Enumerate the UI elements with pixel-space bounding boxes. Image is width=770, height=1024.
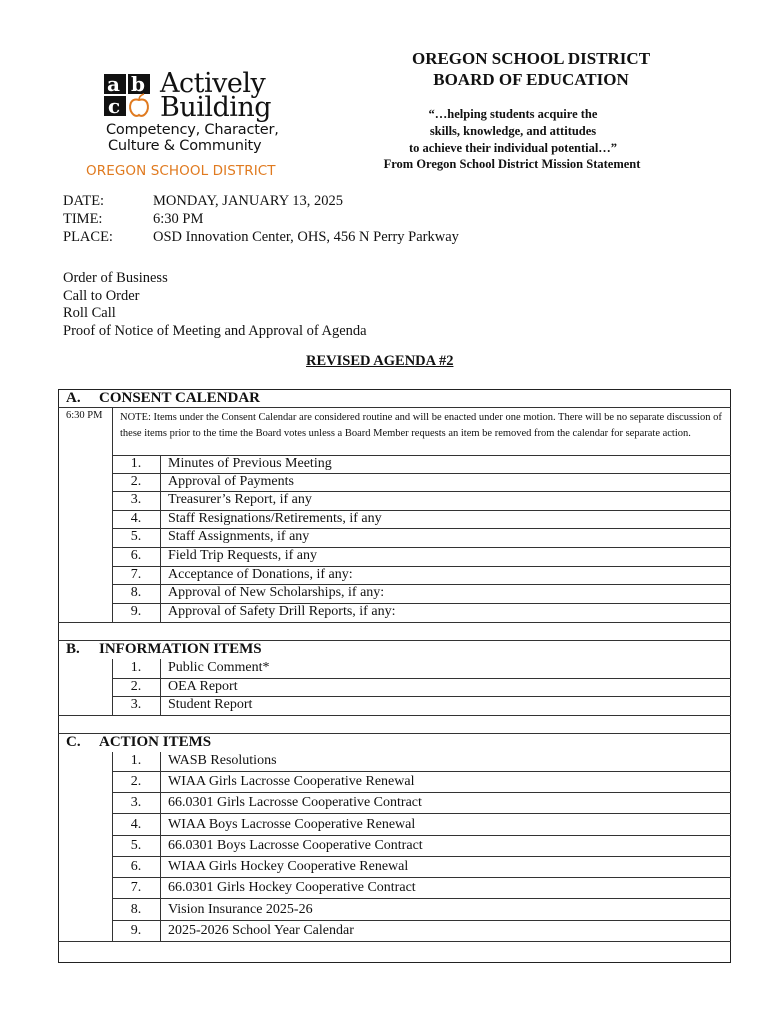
logo-wordmark-building: Building: [160, 92, 272, 123]
roll-call: Roll Call: [63, 305, 116, 321]
agenda-item: WASB Resolutions: [168, 753, 277, 768]
table-rule: [112, 771, 731, 772]
table-rule: [58, 622, 731, 623]
agenda-item: Acceptance of Donations, if any:: [168, 567, 353, 582]
mission-quote-line3: to achieve their individual potential…”: [408, 141, 618, 155]
agenda-item: Student Report: [168, 697, 253, 712]
logo-tagline-line1: Competency, Character,: [106, 122, 279, 138]
section-a-heading: [66, 390, 260, 407]
date-value: MONDAY, JANUARY 13, 2025: [153, 193, 344, 209]
mission-quote-line1: “…helping students acquire the: [428, 107, 598, 121]
section-c-title: ACTION ITEMS: [99, 734, 212, 750]
item-number: 1.: [130, 660, 142, 675]
svg-text:b: b: [131, 74, 145, 96]
item-number: 5.: [130, 838, 142, 853]
agenda-item: OEA Report: [168, 679, 238, 694]
item-number: 3.: [130, 795, 142, 810]
item-number: 6.: [130, 859, 142, 874]
agenda-item: 66.0301 Girls Hockey Cooperative Contract: [168, 880, 416, 895]
time-value: 6:30 PM: [153, 211, 204, 227]
table-rule: [112, 813, 731, 814]
agenda-item: Vision Insurance 2025-26: [168, 902, 313, 917]
agenda-item: Minutes of Previous Meeting: [168, 456, 332, 471]
mission-quote-line2: skills, knowledge, and attitudes: [429, 124, 597, 138]
item-number: 7.: [130, 567, 142, 582]
agenda-item: WIAA Girls Lacrosse Cooperative Renewal: [168, 774, 415, 789]
item-number: 2.: [130, 474, 142, 489]
agenda-item: WIAA Girls Hockey Cooperative Renewal: [168, 859, 409, 874]
order-of-business: Order of Business: [63, 270, 168, 286]
item-number: 9.: [130, 604, 142, 619]
place-label: PLACE:: [63, 229, 113, 245]
agenda-item: 66.0301 Girls Lacrosse Cooperative Contract: [168, 795, 422, 810]
call-to-order: Call to Order: [63, 288, 140, 304]
item-number: 2.: [130, 774, 142, 789]
section-a-title: CONSENT CALENDAR: [99, 390, 261, 406]
table-rule: [112, 920, 731, 921]
section-c-letter: C.: [66, 734, 81, 750]
agenda-title: REVISED AGENDA #2: [306, 353, 454, 369]
table-rule: [160, 455, 161, 622]
table-rule: [112, 856, 731, 857]
table-rule: [112, 898, 731, 899]
item-number: 1.: [130, 753, 142, 768]
agenda-item: Field Trip Requests, if any: [168, 548, 317, 563]
section-b-title: INFORMATION ITEMS: [99, 641, 262, 657]
agenda-item: Treasurer’s Report, if any: [168, 492, 312, 507]
agenda-item: Approval of Safety Drill Reports, if any:: [168, 604, 396, 619]
agenda-item: Public Comment*: [168, 660, 270, 675]
district-title: OREGON SCHOOL DISTRICT: [411, 49, 651, 68]
item-number: 4.: [130, 511, 142, 526]
svg-text:a: a: [107, 74, 120, 96]
item-number: 8.: [130, 902, 142, 917]
section-c-heading: [66, 734, 211, 751]
item-number: 9.: [130, 923, 142, 938]
agenda-item: Staff Resignations/Retirements, if any: [168, 511, 382, 526]
section-b-heading: [66, 641, 262, 658]
consent-time: 6:30 PM: [66, 410, 103, 421]
logo-tagline-line2: Culture & Community: [108, 138, 262, 154]
item-number: 2.: [130, 679, 142, 694]
table-rule: [160, 659, 161, 715]
proof-of-notice: Proof of Notice of Meeting and Approval of Agenda: [63, 323, 367, 339]
item-number: 5.: [130, 529, 142, 544]
date-label: DATE:: [63, 193, 105, 209]
item-number: 7.: [130, 880, 142, 895]
board-title: BOARD OF EDUCATION: [433, 70, 629, 89]
table-rule: [58, 941, 731, 942]
agenda-item: Approval of Payments: [168, 474, 294, 489]
agenda-item: WIAA Boys Lacrosse Cooperative Renewal: [168, 817, 416, 832]
table-rule: [112, 792, 731, 793]
item-number: 3.: [130, 697, 142, 712]
time-label: TIME:: [63, 211, 103, 227]
abc-apple-logo-icon: [104, 74, 156, 118]
agenda-item: Staff Assignments, if any: [168, 529, 310, 544]
section-b-letter: B.: [66, 641, 80, 657]
table-rule: [58, 715, 731, 716]
logo-wordmark-actively: Actively: [160, 68, 266, 99]
logo-district-name: OREGON SCHOOL DISTRICT: [86, 163, 276, 179]
consent-note: NOTE: Items under the Consent Calendar are considered routine and will be enacted under one motion. There will be no separate discussion of these items prior to the time the Board votes unless a Board Member requests an item be removed from the calendar for separate action.: [120, 412, 722, 439]
table-rule: [112, 835, 731, 836]
mission-quote-source: From Oregon School District Mission Statement: [383, 157, 641, 171]
agenda-item: 2025-2026 School Year Calendar: [168, 923, 354, 938]
item-number: 6.: [130, 548, 142, 563]
agenda-item: Approval of New Scholarships, if any:: [168, 585, 385, 600]
table-rule: [112, 877, 731, 878]
item-number: 1.: [130, 456, 142, 471]
item-number: 3.: [130, 492, 142, 507]
item-number: 4.: [130, 817, 142, 832]
table-rule: [160, 752, 161, 941]
agenda-item: 66.0301 Boys Lacrosse Cooperative Contract: [168, 838, 423, 853]
svg-text:c: c: [108, 94, 121, 118]
place-value: OSD Innovation Center, OHS, 456 N Perry Parkway: [153, 229, 459, 245]
section-a-letter: A.: [66, 390, 81, 406]
table-rule: [112, 407, 113, 455]
table-rule: [58, 407, 731, 408]
item-number: 8.: [130, 585, 142, 600]
